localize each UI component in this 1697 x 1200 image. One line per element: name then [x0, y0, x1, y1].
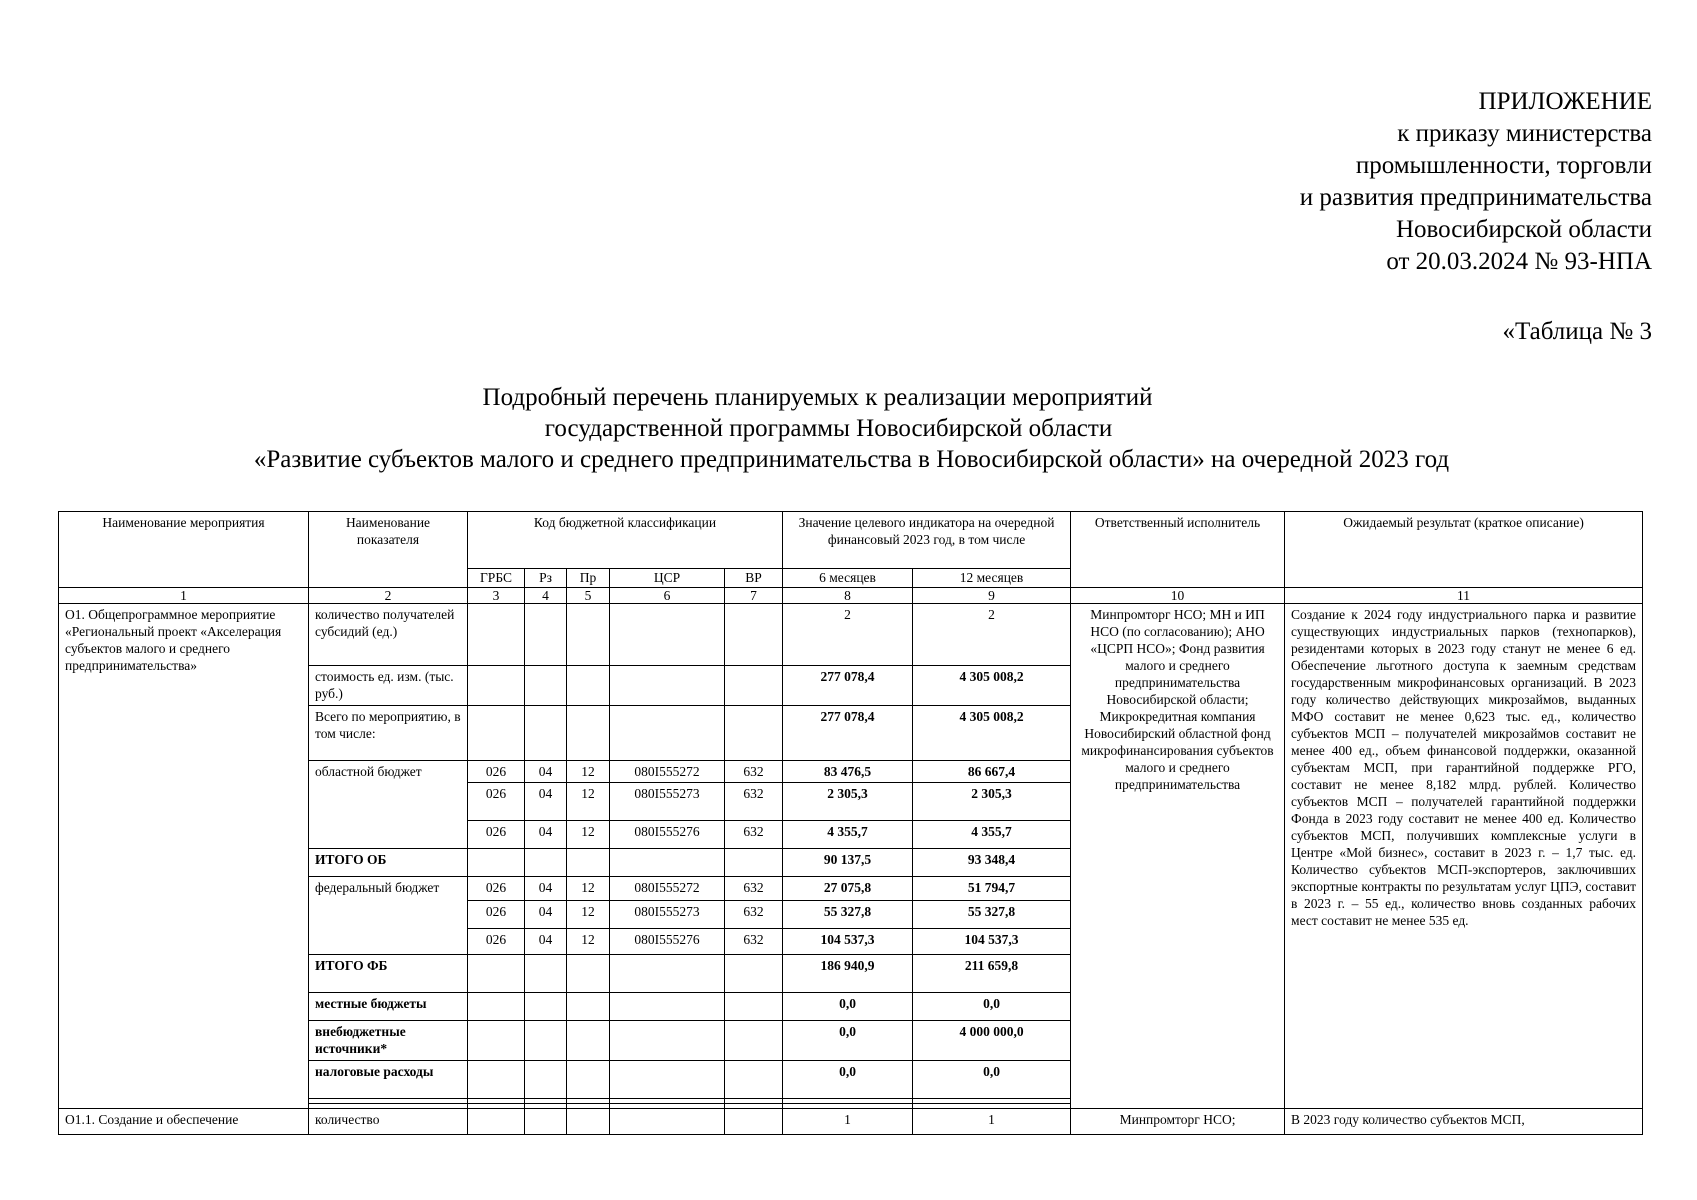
csr-cell: 080I555272 [610, 877, 725, 901]
appendix-line: ПРИЛОЖЕНИЕ [1478, 88, 1652, 115]
regional-budget-label: областной бюджет [309, 761, 468, 849]
header-csr: ЦСР [610, 569, 725, 588]
csr-cell: 080I555276 [610, 929, 725, 955]
indicator-label: Всего по мероприятию, в том числе: [309, 706, 468, 761]
csr-cell: 080I555276 [610, 821, 725, 849]
csr-cell: 080I555272 [610, 761, 725, 783]
pr-cell: 12 [567, 929, 610, 955]
event-name: О1.1. Создание и обеспечение [59, 1109, 309, 1135]
grbs-cell: 026 [468, 901, 525, 929]
value-12m: 51 794,7 [913, 877, 1071, 901]
column-number: 10 [1071, 588, 1285, 604]
pr-cell: 12 [567, 783, 610, 821]
extra-budget-label: внебюджетные источники* [309, 1021, 468, 1061]
header-pr: Пр [567, 569, 610, 588]
grbs-cell: 026 [468, 877, 525, 901]
total-federal-label: ИТОГО ФБ [309, 955, 468, 993]
events-table [58, 511, 1643, 1135]
federal-budget-label: федеральный бюджет [309, 877, 468, 955]
value-12m: 211 659,8 [913, 955, 1071, 993]
column-number: 9 [913, 588, 1071, 604]
rz-cell: 04 [525, 761, 567, 783]
responsible-executor: Минпромторг НСО; [1071, 1109, 1285, 1135]
column-number: 8 [783, 588, 913, 604]
event-name: О1. Общепрограммное мероприятие «Региональный проект «Акселерация субъектов малого и среднего предпринимательства» [59, 604, 309, 1109]
vr-cell: 632 [725, 877, 783, 901]
appendix-line: промышленности, торговли [1355, 152, 1652, 179]
document-title [0, 382, 1697, 475]
column-number: 2 [309, 588, 468, 604]
value-6m: 90 137,5 [783, 849, 913, 877]
rz-cell: 04 [525, 929, 567, 955]
value-12m: 2 [913, 604, 1071, 666]
value-6m: 4 355,7 [783, 821, 913, 849]
value-12m: 86 667,4 [913, 761, 1071, 783]
appendix-line: к приказу министерства [1397, 120, 1652, 147]
vr-cell: 632 [725, 929, 783, 955]
value-12m: 0,0 [913, 1061, 1071, 1099]
value-12m: 104 537,3 [913, 929, 1071, 955]
value-6m: 104 537,3 [783, 929, 913, 955]
pr-cell: 12 [567, 821, 610, 849]
local-budget-label: местные бюджеты [309, 993, 468, 1021]
column-number: 3 [468, 588, 525, 604]
grbs-cell: 026 [468, 761, 525, 783]
appendix-line: Новосибирской области [1395, 216, 1652, 243]
expected-result: В 2023 году количество субъектов МСП, [1285, 1109, 1643, 1135]
value-12m: 1 [913, 1109, 1071, 1135]
value-12m: 0,0 [913, 993, 1071, 1021]
header-12-months: 12 месяцев [913, 569, 1071, 588]
value-12m: 4 305 008,2 [913, 666, 1071, 706]
column-number: 11 [1285, 588, 1643, 604]
pr-cell: 12 [567, 761, 610, 783]
value-12m: 4 355,7 [913, 821, 1071, 849]
grbs-cell: 026 [468, 783, 525, 821]
header-rz: Рз [525, 569, 567, 588]
header-kbk: Код бюджетной классификации [468, 512, 783, 569]
responsible-executor: Минпромторг НСО; МН и ИП НСО (по согласованию); АНО «ЦСРП НСО»; Фонд развития малого и среднего предпринимательства Новосибирской области; Микрокредитная компания Новосибирский областной фонд микрофинансирования субъектов малого и среднего предпринимательства [1071, 604, 1285, 1109]
value-6m: 186 940,9 [783, 955, 913, 993]
column-number: 7 [725, 588, 783, 604]
value-6m: 2 305,3 [783, 783, 913, 821]
appendix-line: от 20.03.2024 № 93-НПА [1386, 248, 1652, 275]
value-12m: 2 305,3 [913, 783, 1071, 821]
pr-cell: 12 [567, 901, 610, 929]
title-line: «Развитие субъектов малого и среднего предпринимательства в Новосибирской области» на очередной 2023 год [253, 446, 1450, 473]
column-number: 6 [610, 588, 725, 604]
value-12m: 55 327,8 [913, 901, 1071, 929]
indicator-label: количество получателей субсидий (ед.) [309, 604, 468, 666]
vr-cell: 632 [725, 821, 783, 849]
vr-cell: 632 [725, 783, 783, 821]
column-number: 1 [59, 588, 309, 604]
header-vr: ВР [725, 569, 783, 588]
pr-cell: 12 [567, 877, 610, 901]
header-result: Ожидаемый результат (краткое описание) [1285, 512, 1643, 588]
header-indicator: Наименование показателя [309, 512, 468, 588]
header-target-value: Значение целевого индикатора на очередной финансовый 2023 год, в том числе [783, 512, 1071, 569]
value-12m: 4 305 008,2 [913, 706, 1071, 761]
column-number: 5 [567, 588, 610, 604]
header-grbs: ГРБС [468, 569, 525, 588]
indicator-label: стоимость ед. изм. (тыс. руб.) [309, 666, 468, 706]
title-line: государственной программы Новосибирской области [544, 415, 1113, 442]
value-6m: 0,0 [783, 1061, 913, 1099]
appendix-line: и развития предпринимательства [1299, 184, 1652, 211]
header-name: Наименование мероприятия [59, 512, 309, 588]
vr-cell: 632 [725, 761, 783, 783]
csr-cell: 080I555273 [610, 901, 725, 929]
grbs-cell: 026 [468, 929, 525, 955]
value-6m: 1 [783, 1109, 913, 1135]
table-reference: «Таблица № 3 [1502, 318, 1652, 345]
expected-result: Создание к 2024 году индустриального парка и развитие существующих индустриальных парков (технопарков), резидентами которых в 2023 году станут не менее 6 ед. Обеспечение льготного доступа к заемным средствам государственным микрофинансовых организаций. В 2023 году количество действующих микрозаймов, выданных МФО составит не менее 0,623 тыс. ед., количество субъектов МСП – получателей микрозаймов составит не менее 400 ед., объем финансовой поддержки, оказанной субъектам МСП, при гарантийной поддержке РГО, составит не менее 8,182 млрд. рублей. Количество субъектов МСП – получателей гарантийной поддержки Фонда в 2023 году составит не менее 400 ед. Количество субъектов МСП, получивших комплексные услуги в Центре «Мой бизнес», составит в 2023 г. – 1,7 тыс. ед. Количество субъектов МСП-экспортеров, заключивших экспортные контракты по результатам услуг ЦПЭ, составит в 2023 г. – 55 ед., количество вновь созданных рабочих мест составит не менее 535 ед. [1285, 604, 1643, 1109]
column-number: 4 [525, 588, 567, 604]
vr-cell: 632 [725, 901, 783, 929]
value-6m: 2 [783, 604, 913, 666]
tax-expenses-label: налоговые расходы [309, 1061, 468, 1099]
rz-cell: 04 [525, 783, 567, 821]
appendix-block [1300, 86, 1652, 278]
value-6m: 0,0 [783, 993, 913, 1021]
value-6m: 277 078,4 [783, 666, 913, 706]
rz-cell: 04 [525, 821, 567, 849]
csr-cell: 080I555273 [610, 783, 725, 821]
rz-cell: 04 [525, 901, 567, 929]
title-line: Подробный перечень планируемых к реализации мероприятий [482, 384, 1153, 411]
value-6m: 83 476,5 [783, 761, 913, 783]
header-6-months: 6 месяцев [783, 569, 913, 588]
value-6m: 27 075,8 [783, 877, 913, 901]
value-6m: 55 327,8 [783, 901, 913, 929]
rz-cell: 04 [525, 877, 567, 901]
value-6m: 277 078,4 [783, 706, 913, 761]
grbs-cell: 026 [468, 821, 525, 849]
value-6m: 0,0 [783, 1021, 913, 1061]
value-12m: 4 000 000,0 [913, 1021, 1071, 1061]
value-12m: 93 348,4 [913, 849, 1071, 877]
header-executor: Ответственный исполнитель [1071, 512, 1285, 588]
indicator-label: количество [309, 1109, 468, 1135]
total-regional-label: ИТОГО ОБ [309, 849, 468, 877]
